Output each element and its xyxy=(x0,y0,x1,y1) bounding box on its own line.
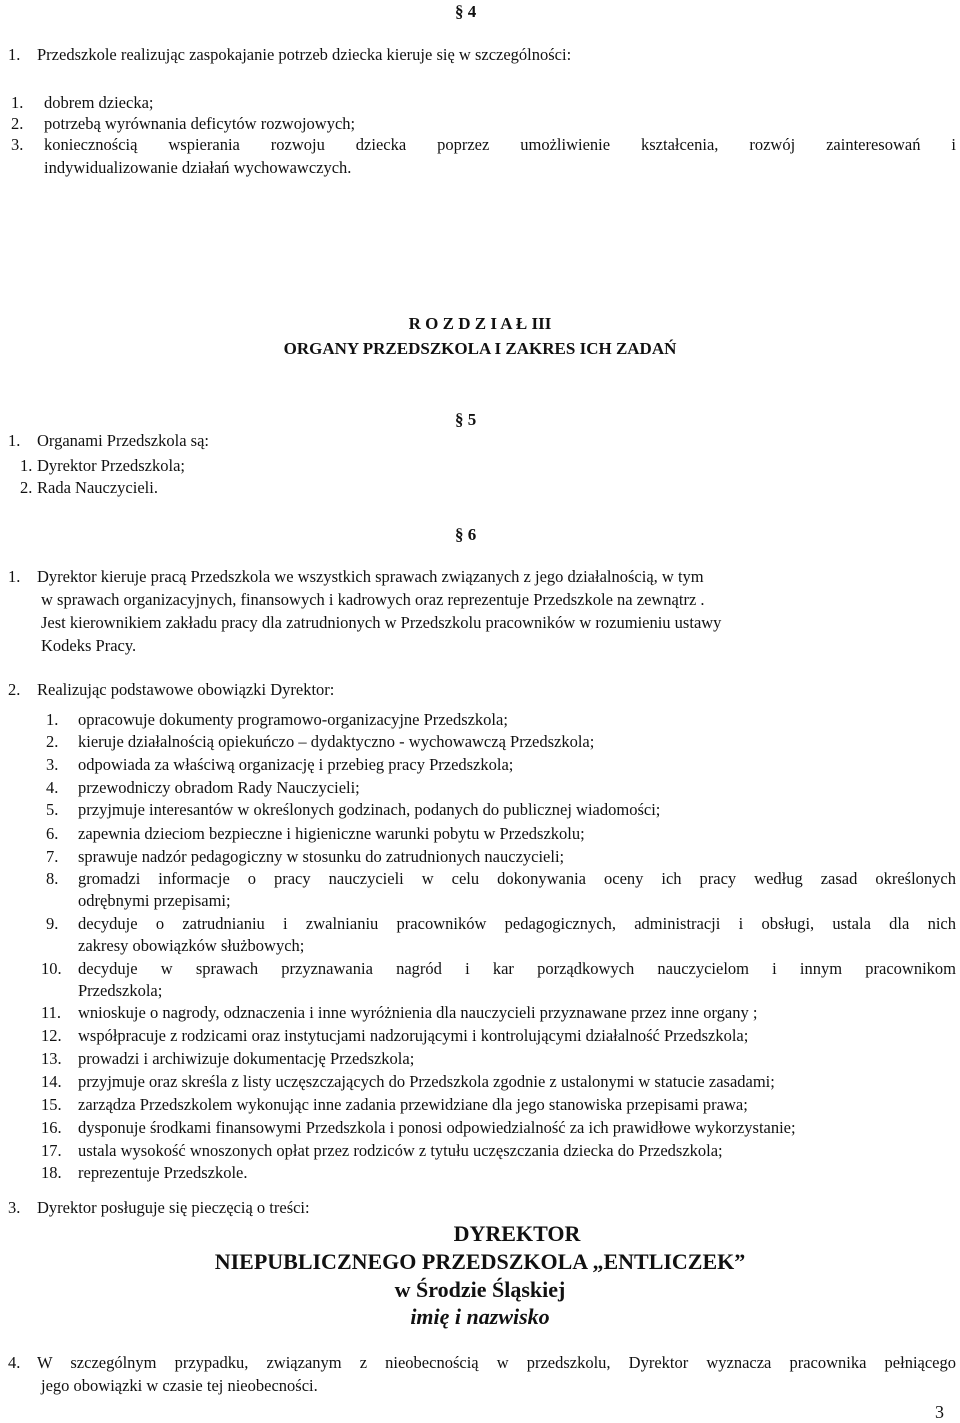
duty-number: 4. xyxy=(46,778,59,797)
section-4-heading: § 4 xyxy=(455,2,477,21)
stamp-line-1: DYREKTOR xyxy=(453,1221,581,1246)
duty-number: 16. xyxy=(41,1118,62,1137)
duty-item-continuation: zakresy obowiązków służbowych; xyxy=(78,936,305,955)
duty-number: 8. xyxy=(46,869,59,888)
duty-item: przewodniczy obradom Rady Nauczycieli; xyxy=(78,778,360,797)
list-item: Rada Nauczycieli. xyxy=(37,478,158,497)
duty-item: decyduje o zatrudnianiu i zwalnianiu pracowników pedagogicznych, administracji i obsługi, ustala dla nich xyxy=(78,914,956,933)
stamp-line-2: NIEPUBLICZNEGO PRZEDSZKOLA „ENTLICZEK” xyxy=(214,1249,746,1274)
paragraph-line: Dyrektor kieruje pracą Przedszkola we wszystkich sprawach związanych z jego działalnością, w tym xyxy=(37,567,704,586)
chapter-subtitle: ORGANY PRZEDSZKOLA I ZAKRES ICH ZADAŃ xyxy=(283,339,677,358)
paragraph-text: Przedszkole realizując zaspokajanie potrzeb dziecka kieruje się w szczególności: xyxy=(37,45,572,64)
list-number: 4. xyxy=(8,1353,21,1372)
list-number: 2. xyxy=(8,680,21,699)
duty-number: 14. xyxy=(41,1072,62,1091)
duty-item: zarządza Przedszkolem wykonując inne zadania przewidziane dla jego stanowiska przepisami prawa; xyxy=(78,1095,748,1114)
duty-number: 9. xyxy=(46,914,59,933)
list-number: 1. xyxy=(11,93,24,112)
list-number: 1. xyxy=(8,431,21,450)
paragraph-line: Kodeks Pracy. xyxy=(41,636,137,655)
duty-item: przyjmuje interesantów w określonych godzinach, podanych do publicznej wiadomości; xyxy=(78,800,661,819)
paragraph-text: Realizując podstawowe obowiązki Dyrektor: xyxy=(37,680,335,699)
duty-item: współpracuje z rodzicami oraz instytucjami nadzorującymi i kontrolującymi działalność Przedszkola; xyxy=(78,1026,749,1045)
duty-item: wnioskuje o nagrody, odznaczenia i inne wyróżnienia dla nauczycieli przyznawane przez inne organy ; xyxy=(78,1003,758,1022)
duty-number: 15. xyxy=(41,1095,62,1114)
duty-item: reprezentuje Przedszkole. xyxy=(78,1163,248,1182)
duty-item-continuation: odrębnymi przepisami; xyxy=(78,891,231,910)
list-item: dobrem dziecka; xyxy=(44,93,154,112)
paragraph-text: Organami Przedszkola są: xyxy=(37,431,209,450)
duty-number: 5. xyxy=(46,800,59,819)
duty-item: odpowiada za właściwą organizację i przebieg pracy Przedszkola; xyxy=(78,755,514,774)
duty-number: 2. xyxy=(46,732,59,751)
duty-item: decyduje w sprawach przyznawania nagród i kar porządkowych nauczycielom i innym pracownikom xyxy=(78,959,956,978)
chapter-title: R O Z D Z I A Ł III xyxy=(408,314,552,333)
duty-number: 7. xyxy=(46,847,59,866)
stamp-line-4: imię i nazwisko xyxy=(410,1304,550,1329)
paragraph-line: jego obowiązki w czasie tej nieobecności. xyxy=(41,1376,318,1395)
list-number: 1. xyxy=(8,45,21,64)
paragraph-text: Dyrektor posługuje się pieczęcią o treści: xyxy=(37,1198,310,1217)
list-item: koniecznością wspierania rozwoju dziecka poprzez umożliwienie kształcenia, rozwój zainteresowań i xyxy=(44,135,956,154)
section-5-heading: § 5 xyxy=(455,410,477,429)
duty-item: zapewnia dzieciom bezpieczne i higieniczne warunki pobytu w Przedszkolu; xyxy=(78,824,585,843)
duty-item: gromadzi informacje o pracy nauczycieli w celu dokonywania oceny ich pracy według zasad określonych xyxy=(78,869,956,888)
stamp-line-3: w Środzie Śląskiej xyxy=(394,1277,566,1302)
duty-number: 11. xyxy=(41,1003,62,1022)
duty-number: 1. xyxy=(46,710,59,729)
list-number: 2. xyxy=(20,478,33,497)
duty-number: 12. xyxy=(41,1026,62,1045)
duty-item: przyjmuje oraz skreśla z listy uczęszczających do Przedszkola zgodnie z ustalonymi w statucie zasadami; xyxy=(78,1072,775,1091)
paragraph-line: w sprawach organizacyjnych, finansowych i kadrowych oraz reprezentuje Przedszkole na zewnątrz . xyxy=(41,590,705,609)
duty-item: prowadzi i archiwizuje dokumentację Przedszkola; xyxy=(78,1049,415,1068)
duty-number: 10. xyxy=(41,959,62,978)
duty-number: 3. xyxy=(46,755,59,774)
duty-item-continuation: Przedszkola; xyxy=(78,981,163,1000)
list-item-continuation: indywidualizowanie działań wychowawczych. xyxy=(44,158,352,177)
duty-item: sprawuje nadzór pedagogiczny w stosunku do zatrudnionych nauczycieli; xyxy=(78,847,565,866)
duty-item: dysponuje środkami finansowymi Przedszkola i ponosi odpowiedzialność za ich prawidłowe wykorzystanie; xyxy=(78,1118,796,1137)
duty-number: 18. xyxy=(41,1163,62,1182)
duty-number: 6. xyxy=(46,824,59,843)
list-item: Dyrektor Przedszkola; xyxy=(37,456,185,475)
page-number: 3 xyxy=(935,1402,944,1422)
section-6-heading: § 6 xyxy=(455,525,477,544)
list-number: 3. xyxy=(11,135,24,154)
list-number: 1. xyxy=(8,567,21,586)
list-number: 1. xyxy=(20,456,33,475)
paragraph-line: Jest kierownikiem zakładu pracy dla zatrudnionych w Przedszkolu pracowników w rozumieniu ustawy xyxy=(41,613,722,632)
duty-number: 13. xyxy=(41,1049,62,1068)
duty-item: opracowuje dokumenty programowo-organizacyjne Przedszkola; xyxy=(78,710,508,729)
list-item: potrzebą wyrównania deficytów rozwojowych; xyxy=(44,114,356,133)
paragraph-line: W szczególnym przypadku, związanym z nieobecnością w przedszkolu, Dyrektor wyznacza pracownika pełniącego xyxy=(37,1353,956,1372)
list-number: 2. xyxy=(11,114,24,133)
duty-item: ustala wysokość wnoszonych opłat przez rodziców z tytułu uczęszczania dziecka do Przedszkola; xyxy=(78,1141,723,1160)
duty-item: kieruje działalnością opiekuńczo – dydaktyczno - wychowawczą Przedszkola; xyxy=(78,732,595,751)
duty-number: 17. xyxy=(41,1141,62,1160)
list-number: 3. xyxy=(8,1198,21,1217)
